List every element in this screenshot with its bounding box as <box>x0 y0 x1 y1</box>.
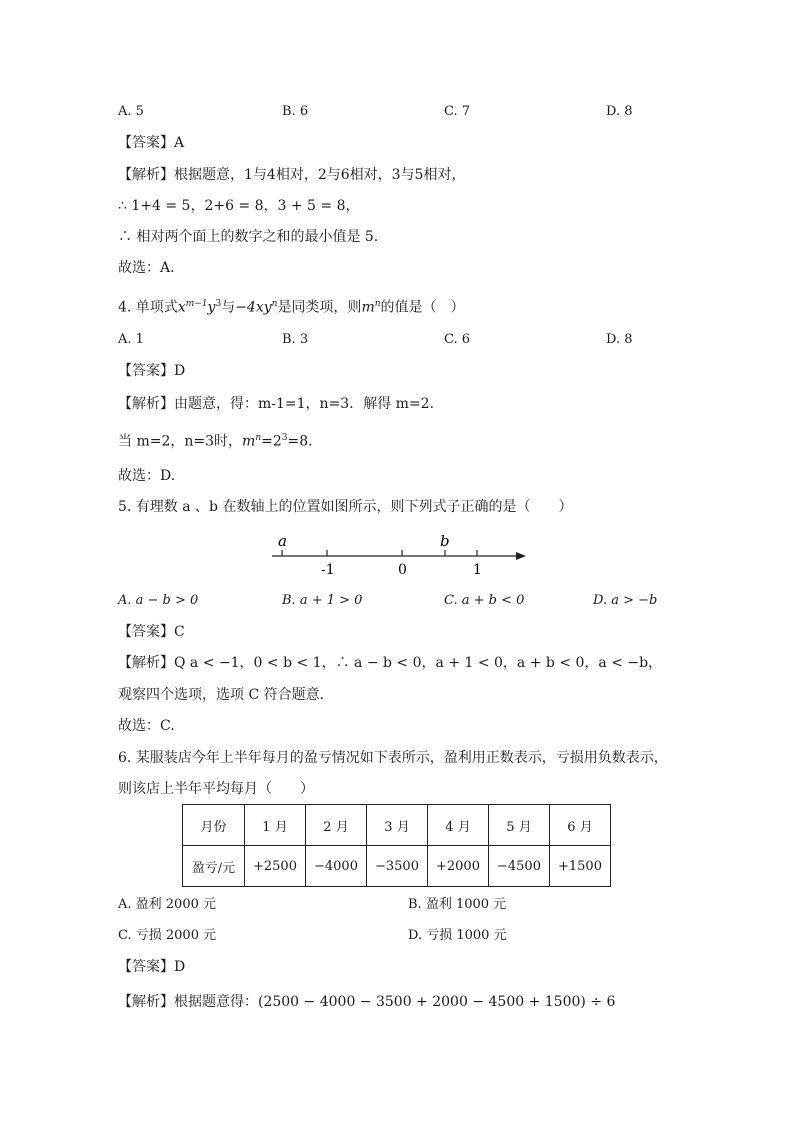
table-cell: +1500 <box>550 846 611 887</box>
table-cell: −3500 <box>367 846 428 887</box>
table-cell: 2 月 <box>306 805 367 846</box>
q4-mn: m <box>361 299 375 316</box>
q4-sup4: n <box>374 299 381 309</box>
q5-option-c: C. a + b < 0 <box>444 593 525 608</box>
q4-stem-end: 的值是（ ） <box>380 299 465 316</box>
q4-sup3: n <box>271 299 278 309</box>
q4-explanation-1: 【解析】由题意，得：m-1=1，n=3．解得 m=2. <box>118 396 435 412</box>
q4-exp2-sup2: 3 <box>281 433 288 443</box>
q4-y: y <box>207 299 216 316</box>
q4-exp2-a: 当 m=2，n=3时， <box>118 433 243 450</box>
table-cell: −4500 <box>489 846 550 887</box>
q4-conclusion: 故选：D. <box>118 468 176 484</box>
q5-option-b: B. a + 1 > 0 <box>282 593 363 608</box>
q4-stem <box>118 294 465 318</box>
q4-exp2-m: m <box>242 433 256 450</box>
table-cell: 1 月 <box>245 805 306 846</box>
q3-explanation-3: ∴ 相对两个面上的数字之和的最小值是 5. <box>118 229 379 245</box>
q4-option-a: A. 1 <box>118 332 144 347</box>
q3-answer: 【答案】A <box>118 135 185 151</box>
q4-option-b: B. 3 <box>282 332 309 347</box>
q6-option-d: D. 亏损 1000 元 <box>408 928 507 943</box>
q4-exp2-c: =8. <box>287 433 313 450</box>
table-cell: 盈亏/元 <box>183 846 245 887</box>
table-cell: 月份 <box>183 805 245 846</box>
number-line-arrow <box>516 552 526 560</box>
q4-explanation-2 <box>118 428 313 452</box>
q4-exp2-sup: n <box>255 433 262 443</box>
table-header-row <box>183 805 611 846</box>
q6-option-c: C. 亏损 2000 元 <box>118 928 217 943</box>
q3-option-d: D. 8 <box>606 104 633 119</box>
q4-stem-suffix: 是同类项，则 <box>277 299 362 316</box>
q4-option-d: D. 8 <box>606 332 633 347</box>
q4-sup2: 3 <box>215 299 222 309</box>
q3-conclusion: 故选：A. <box>118 260 175 276</box>
number-line-figure <box>268 534 530 578</box>
q5-explanation-2: 观察四个选项，选项 C 符合题意． <box>118 687 334 703</box>
label-b: b <box>440 534 450 550</box>
q6-option-a: A. 盈利 2000 元 <box>118 897 217 912</box>
q3-option-a: A. 5 <box>118 104 144 119</box>
q5-option-a: A. a − b > 0 <box>118 593 199 608</box>
label-a: a <box>278 534 287 550</box>
table-cell: 6 月 <box>550 805 611 846</box>
profit-loss-table <box>182 804 611 887</box>
table-cell: −4000 <box>306 846 367 887</box>
q6-option-b: B. 盈利 1000 元 <box>408 897 507 912</box>
q5-answer: 【答案】C <box>118 624 185 640</box>
q5-conclusion: 故选：C. <box>118 718 175 734</box>
table-row <box>183 846 611 887</box>
q4-x: x <box>177 299 186 316</box>
q3-explanation-1: 【解析】根据题意，1与4相对，2与6相对，3与5相对， <box>118 167 466 183</box>
q4-term2: −4xy <box>235 299 272 316</box>
q4-exp2-b: =2 <box>261 433 282 450</box>
table-cell: 4 月 <box>428 805 489 846</box>
table-cell: +2500 <box>245 846 306 887</box>
q3-explanation-2: ∴ 1+4 = 5，2+6 = 8，3 + 5 = 8， <box>118 198 360 214</box>
tick-minus1-label: -1 <box>321 562 335 578</box>
q3-option-c: C. 7 <box>444 104 471 119</box>
q4-stem-prefix: 4. 单项式 <box>118 299 178 316</box>
tick-0-label: 0 <box>398 562 407 578</box>
q5-stem: 5. 有理数 a 、b 在数轴上的位置如图所示，则下列式子正确的是（ ） <box>118 499 573 515</box>
q6-stem-1: 6. 某服装店今年上半年每月的盈亏情况如下表所示，盈利用正数表示，亏损用负数表示， <box>118 750 668 766</box>
q4-answer: 【答案】D <box>118 363 186 379</box>
q6-answer: 【答案】D <box>118 959 186 975</box>
q5-explanation-1: 【解析】Q a < −1，0 < b < 1，∴ a − b < 0，a + 1 < 0，a + b < 0，a < −b， <box>118 655 663 671</box>
table-cell: 5 月 <box>489 805 550 846</box>
q4-sup1: m−1 <box>185 299 208 309</box>
tick-1-label: 1 <box>473 562 482 578</box>
q5-option-d: D. a > −b <box>593 593 658 608</box>
table-cell: 3 月 <box>367 805 428 846</box>
q6-explanation-1: 【解析】根据题意得：(2500 − 4000 − 3500 + 2000 − 4500 + 1500) ÷ 6 <box>118 994 616 1010</box>
table-cell: +2000 <box>428 846 489 887</box>
q6-stem-2: 则该店上半年平均每月（ ） <box>118 781 314 797</box>
q3-option-b: B. 6 <box>282 104 309 119</box>
q4-mid: 与 <box>221 299 236 316</box>
q4-option-c: C. 6 <box>444 332 471 347</box>
